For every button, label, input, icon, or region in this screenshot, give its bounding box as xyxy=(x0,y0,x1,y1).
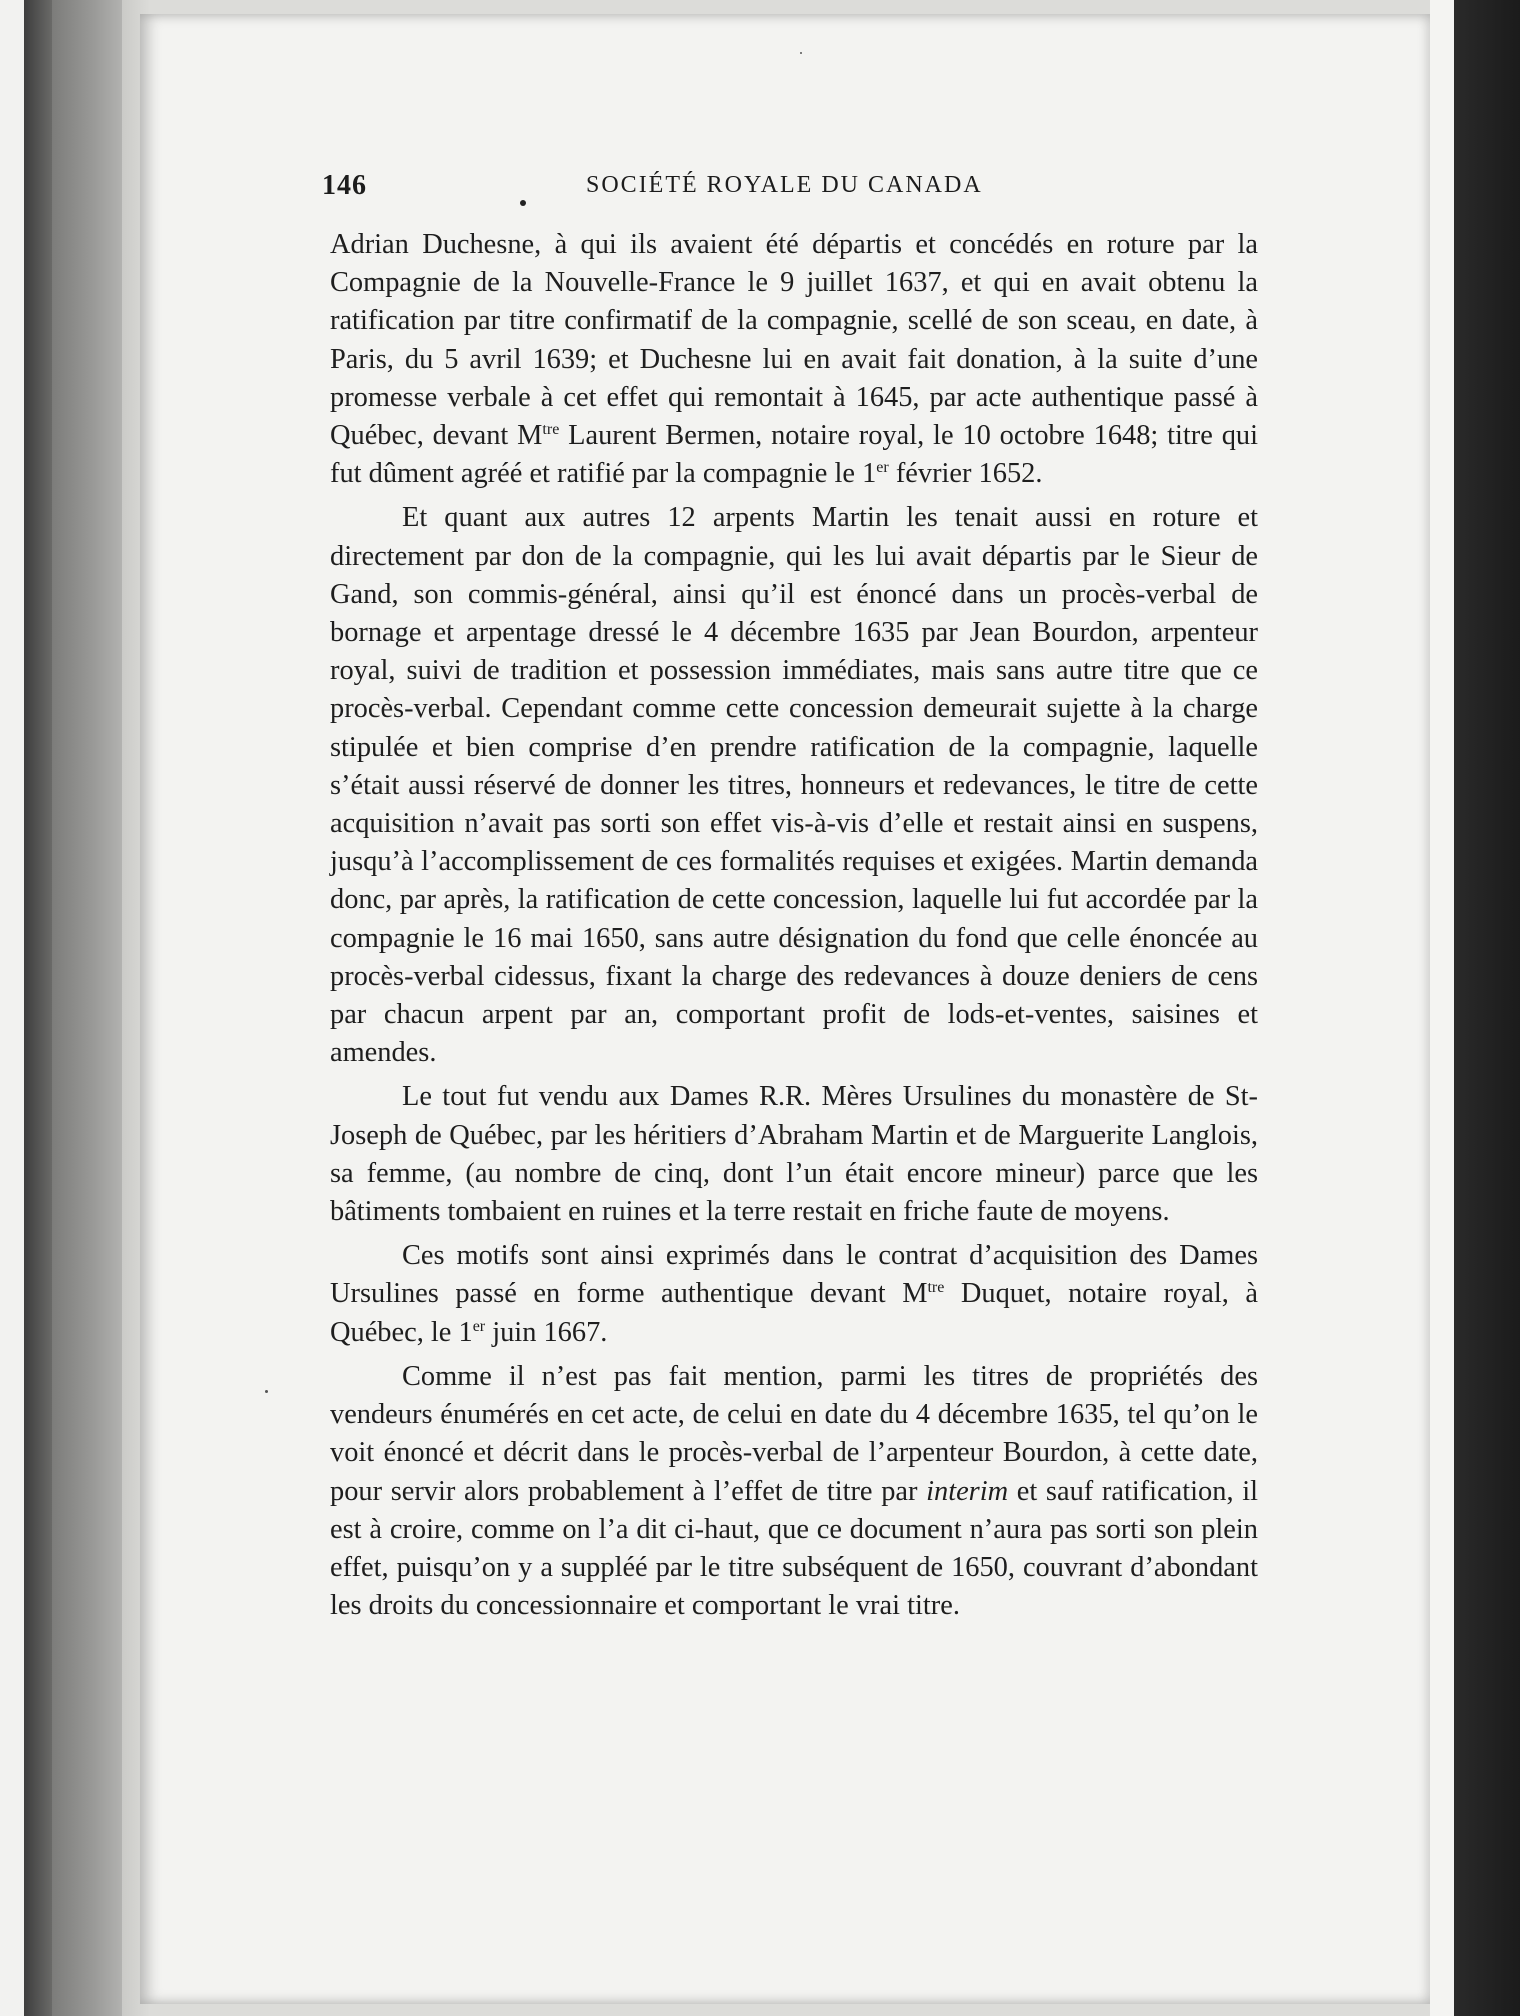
paragraph-1 xyxy=(330,226,1258,493)
text-run: Le tout fut vendu aux Dames R.R. Mères Ursulines du monastère de St-Joseph de Québec, par les héritiers d’Abraham Martin et de Marguerite Langlois, sa femme, (au nombre de cinq, dont l’un était encore mineur) parce que les bâtiments tombaient en ruines et la terre restait en friche faute de moyens. xyxy=(330,1081,1258,1228)
text-run: Duquet, notaire royal, à Québec, le 1 xyxy=(330,1278,1259,1348)
superscript: er xyxy=(876,459,889,477)
ink-dot xyxy=(520,200,526,206)
text-run: Et quant aux autres 12 arpents Martin les tenait aussi en roture et directement par don de la compagnie, qui les lui avait départis par le Sieur de Gand, son commis-général, ainsi qu’il est énoncé dans un procès-verbal de bornage et arpentage dressé le 4 décembre 1635 par Jean Bourdon, arpenteur royal, suivi de tradition et possession immédiates, mais sans autre titre que ce procès-verbal. Cependant comme cette concession demeurait sujette à la charge stipulée et bien comprise d’en prendre ratification de la compagnie, laquelle s’était aussi réservé de donner les titres, honneurs et redevances, le titre de cette acquisition n’avait pas sorti son effet vis-à-vis d’elle et restait ainsi en suspens, jusqu’à l’accomplissement de ces formalités requises et exigées. Martin demanda donc, par après, la ratification de cette concession, laquelle lui fut accordée par la compagnie le 16 mai 1650, sans autre désignation du fond que celle énoncée au procès-verbal cidessus, fixant la charge des redevances à douze deniers de cens par chacun arpent par an, comportant profit de lods-et-ventes, saisines et amendes. xyxy=(330,502,1258,1069)
paragraph-5 xyxy=(330,1358,1258,1625)
italic-term: interim xyxy=(926,1475,1009,1507)
text-run: février 1652. xyxy=(888,458,1043,490)
left-scan-margin xyxy=(0,0,24,2016)
right-dark-border xyxy=(1454,0,1520,2016)
text-run: Comme il n’est pas fait mention, parmi les titres de propriétés des vendeurs énumérés en cet acte, de celui en date du 4 décembre 1635, tel qu’on le voit énoncé et décrit dans le procès-verbal de l’arpenteur Bourdon, à cette date, pour servir alors probablement à l’effet de titre par xyxy=(330,1360,1258,1507)
text-run: Laurent Bermen, notaire royal, le 10 octobre 1648; titre qui fut dûment agréé et ratifié par la compagnie le 1 xyxy=(330,420,1258,490)
text-run: Ces motifs sont ainsi exprimés dans le contrat d’acquisition des Dames Ursulines passé en forme authentique devant M xyxy=(330,1240,1258,1310)
page-edges-stack xyxy=(52,0,122,2016)
body-text xyxy=(330,226,1258,1631)
dust-speck xyxy=(265,1390,268,1393)
book-spine-shadow xyxy=(24,0,52,2016)
text-run: et sauf ratification, il est à croire, comme on l’a dit ci-haut, que ce document n’aura pas sorti son plein effet, puisqu’on y a suppléé par le titre subséquent de 1650, couvrant d’abondant les droits du concessionnaire et comportant le vrai titre. xyxy=(330,1475,1258,1622)
text-run: Adrian Duchesne, à qui ils avaient été départis et concédés en roture par la Compagnie de la Nouvelle-France le 9 juillet 1637, et qui en avait obtenu la ratification par titre confirmatif de la compagnie, scellé de son sceau, en date, à Paris, du 5 avril 1639; et Duchesne lui en avait fait donation, à la suite d’une promesse verbale à cet effet qui remontait à 1645, par acte authentique passé à Québec, devant M xyxy=(330,229,1258,452)
superscript: er xyxy=(472,1317,486,1335)
page-number: 146 xyxy=(322,170,367,201)
superscript: tre xyxy=(542,421,560,439)
text-run: juin 1667. xyxy=(485,1316,608,1348)
running-title: SOCIÉTÉ ROYALE DU CANADA xyxy=(586,172,983,198)
running-head xyxy=(322,170,1262,214)
dust-speck xyxy=(800,52,802,54)
paragraph-2 xyxy=(330,499,1258,1072)
superscript: tre xyxy=(927,1279,945,1297)
paragraph-4 xyxy=(330,1237,1258,1352)
paragraph-3 xyxy=(330,1078,1258,1231)
right-page-margin xyxy=(1430,0,1454,2016)
